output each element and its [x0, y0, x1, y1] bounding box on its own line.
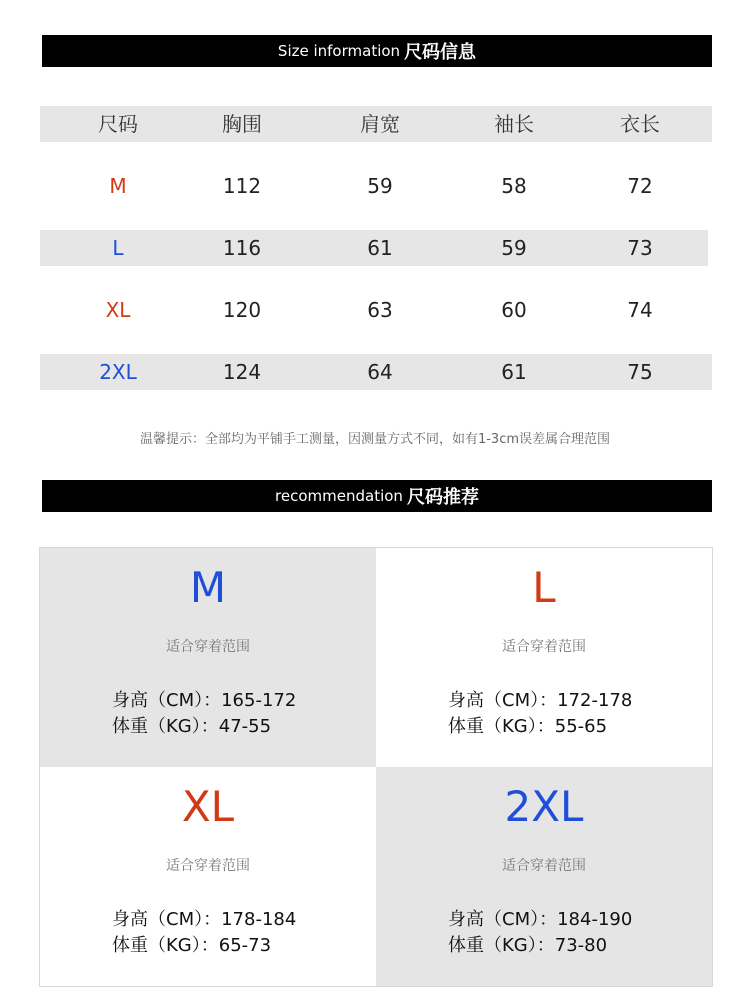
chest-value: 116	[222, 236, 262, 260]
size-table	[40, 106, 712, 390]
header-sleeve: 袖长	[494, 112, 534, 136]
card-weight-range: 体重（KG）：65-73	[112, 935, 272, 956]
header-shoulder: 肩宽	[360, 112, 400, 136]
card-subtitle: 适合穿着范围	[502, 639, 586, 655]
size-label: L	[112, 236, 124, 260]
table-header-row	[40, 106, 712, 142]
card-weight-range: 体重（KG）：55-65	[448, 716, 608, 737]
recommendation-card-l	[376, 548, 712, 767]
header-size: 尺码	[98, 112, 138, 136]
sleeve-value: 61	[501, 360, 527, 384]
table-row	[40, 168, 712, 204]
recommendation-grid	[39, 547, 713, 987]
card-weight-range: 体重（KG）：73-80	[448, 935, 608, 956]
recommendation-card-xl	[40, 767, 376, 986]
shoulder-value: 59	[367, 174, 393, 198]
chest-value: 112	[222, 174, 262, 198]
card-size-label: M	[189, 563, 227, 612]
table-row	[40, 230, 708, 266]
recommendation-banner	[42, 480, 712, 512]
measurement-note: 温馨提示：全部均为平铺手工测量，因测量方式不同，如有1-3cm误差属合理范围	[139, 432, 611, 447]
header-length: 衣长	[620, 112, 660, 136]
sleeve-value: 59	[501, 236, 527, 260]
sleeve-value: 60	[501, 298, 527, 322]
header-chest: 胸围	[222, 112, 262, 136]
card-size-label: XL	[181, 782, 235, 831]
sleeve-value: 58	[501, 174, 527, 198]
card-weight-range: 体重（KG）：47-55	[112, 716, 272, 737]
size-label: 2XL	[99, 360, 137, 384]
table-row	[40, 292, 712, 328]
card-subtitle: 适合穿着范围	[166, 639, 250, 655]
length-value: 75	[627, 360, 653, 384]
card-subtitle: 适合穿着范围	[166, 858, 250, 874]
table-row	[40, 354, 712, 390]
card-height-range: 身高（CM）：184-190	[448, 909, 633, 930]
chest-value: 120	[222, 298, 262, 322]
recommendation-card-2xl	[376, 767, 712, 986]
card-size-label: 2XL	[504, 782, 584, 831]
size-information-banner	[42, 35, 712, 67]
chest-value: 124	[222, 360, 262, 384]
card-height-range: 身高（CM）：178-184	[112, 909, 297, 930]
size-label: M	[109, 174, 127, 198]
card-height-range: 身高（CM）：172-178	[448, 690, 633, 711]
length-value: 73	[627, 236, 653, 260]
banner-title-en: recommendation	[275, 487, 403, 505]
banner-title-cn: 尺码推荐	[406, 487, 479, 508]
card-size-label: L	[532, 563, 556, 612]
card-subtitle: 适合穿着范围	[502, 858, 586, 874]
length-value: 74	[627, 298, 653, 322]
recommendation-card-m	[40, 548, 376, 767]
length-value: 72	[627, 174, 653, 198]
shoulder-value: 64	[367, 360, 393, 384]
shoulder-value: 61	[367, 236, 393, 260]
banner-title-en: Size information	[277, 42, 401, 60]
card-height-range: 身高（CM）：165-172	[112, 690, 297, 711]
banner-title-cn: 尺码信息	[404, 42, 477, 63]
shoulder-value: 63	[367, 298, 393, 322]
size-label: XL	[105, 298, 131, 322]
